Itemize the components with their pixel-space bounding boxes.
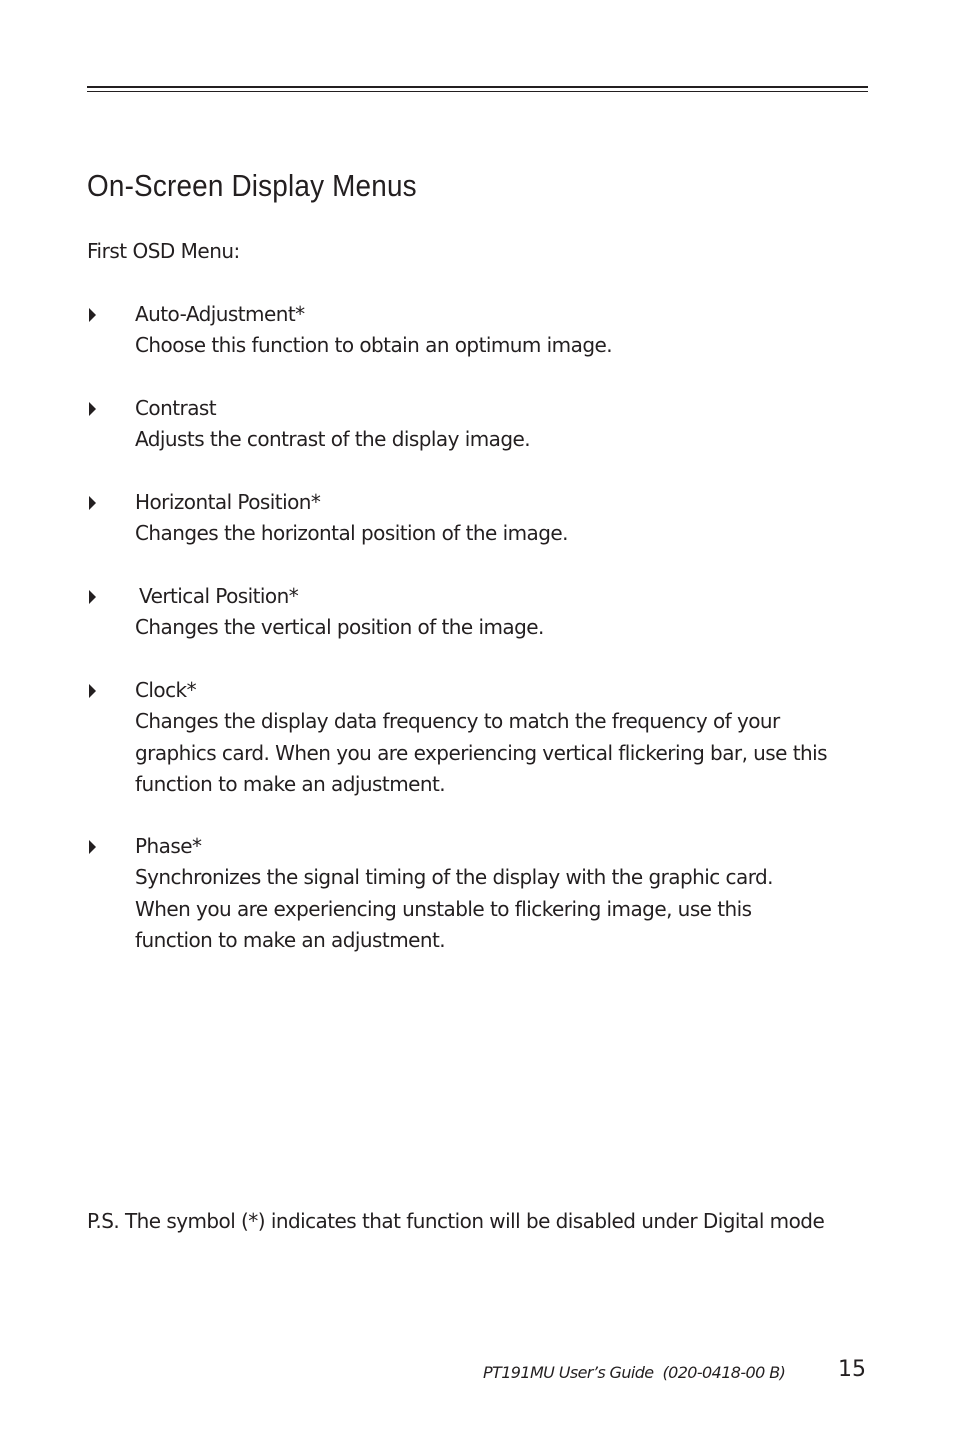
menu-item-contrast [87, 393, 867, 456]
right-triangle-icon [89, 840, 96, 854]
right-triangle-icon [89, 590, 96, 604]
item-description: graphics card. When you are experiencing vertical flickering bar, use this [135, 740, 828, 765]
item-name: Vertical Position* [139, 584, 299, 608]
right-triangle-icon [89, 402, 96, 416]
item-description: Synchronizes the signal timing of the display with the graphic card. [135, 865, 773, 890]
item-description: function to make an adjustment. [135, 771, 446, 796]
item-name: Contrast [135, 396, 217, 420]
menu-item-vertical-position [87, 581, 867, 644]
menu-item-phase [87, 831, 867, 956]
intro-text: First OSD Menu: [87, 239, 240, 263]
item-name: Horizontal Position* [135, 490, 321, 514]
header-rule-thin [87, 91, 868, 92]
item-name: Auto-Adjustment* [135, 302, 305, 326]
footnote: P.S. The symbol (*) indicates that function will be disabled under Digital mode [87, 1209, 825, 1233]
menu-item-clock [87, 675, 867, 800]
menu-item-auto-adjustment [87, 299, 867, 362]
item-name: Clock* [135, 678, 197, 702]
item-description: When you are experiencing unstable to flickering image, use this [135, 896, 752, 921]
item-description: Adjusts the contrast of the display image. [135, 427, 531, 452]
item-description: Changes the vertical position of the image. [135, 615, 544, 640]
header-rule-thick [87, 86, 868, 88]
right-triangle-icon [89, 308, 96, 322]
item-description: function to make an adjustment. [135, 927, 446, 952]
item-description: Choose this function to obtain an optimum image. [135, 333, 613, 358]
item-name: Phase* [135, 834, 202, 858]
item-description: Changes the display data frequency to match the frequency of your [135, 709, 780, 734]
menu-item-horizontal-position [87, 487, 867, 550]
page-title: On-Screen Display Menus [87, 168, 417, 203]
footer-guide-title: PT191MU User’s Guide (020-0418-00 B) [483, 1363, 786, 1382]
right-triangle-icon [89, 496, 96, 510]
page-number: 15 [838, 1357, 866, 1382]
right-triangle-icon [89, 684, 96, 698]
item-description: Changes the horizontal position of the image. [135, 521, 568, 546]
